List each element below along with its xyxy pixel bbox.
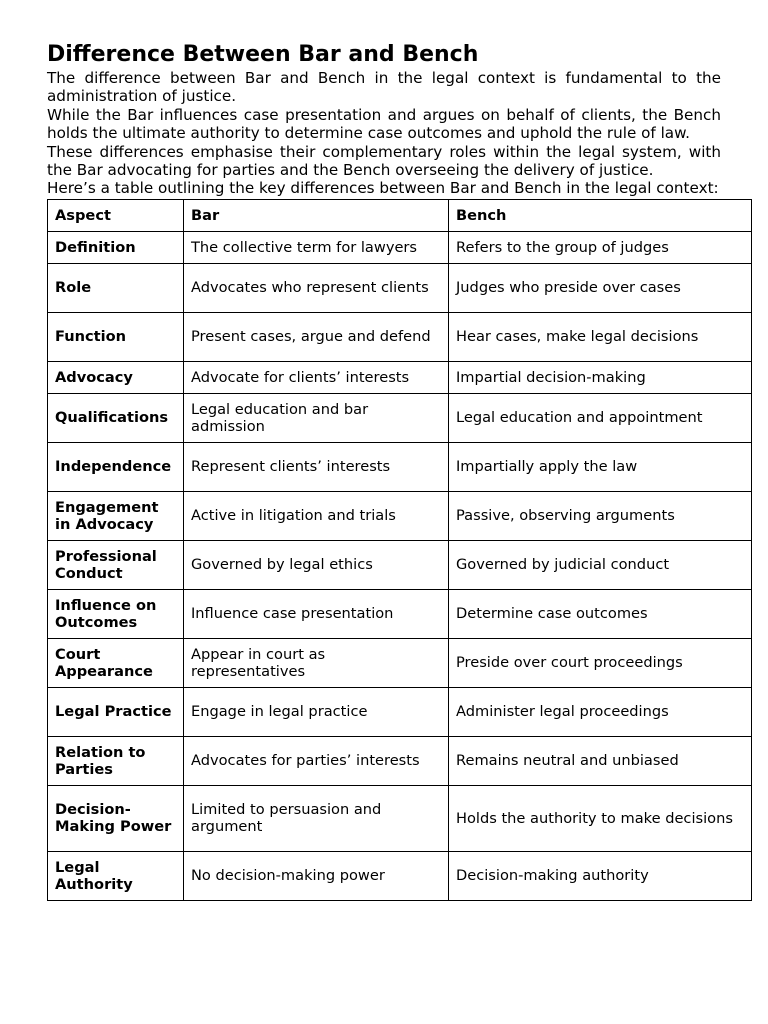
table-row bbox=[48, 442, 752, 491]
aspect-cell: Legal Authority bbox=[48, 851, 184, 900]
aspect-cell: Influence on Outcomes bbox=[48, 589, 184, 638]
bar-cell: Active in litigation and trials bbox=[184, 491, 449, 540]
table-row bbox=[48, 785, 752, 851]
bench-cell: Judges who preside over cases bbox=[449, 263, 752, 312]
header-bench: Bench bbox=[449, 199, 752, 231]
table-row bbox=[48, 312, 752, 361]
header-bar: Bar bbox=[184, 199, 449, 231]
table-row bbox=[48, 589, 752, 638]
aspect-cell: Advocacy bbox=[48, 361, 184, 393]
differences-table bbox=[47, 199, 752, 901]
bench-cell: Refers to the group of judges bbox=[449, 231, 752, 263]
table-row bbox=[48, 361, 752, 393]
aspect-cell: Role bbox=[48, 263, 184, 312]
bench-cell: Holds the authority to make decisions bbox=[449, 785, 752, 851]
bench-cell: Passive, observing arguments bbox=[449, 491, 752, 540]
table-row bbox=[48, 638, 752, 687]
document-title: Difference Between Bar and Bench bbox=[47, 42, 479, 67]
aspect-cell: Function bbox=[48, 312, 184, 361]
bench-cell: Impartially apply the law bbox=[449, 442, 752, 491]
bench-cell: Governed by judicial conduct bbox=[449, 540, 752, 589]
header-aspect: Aspect bbox=[48, 199, 184, 231]
aspect-cell: Professional Conduct bbox=[48, 540, 184, 589]
intro-paragraph: The difference between Bar and Bench in the legal context is fundamental to the administration of justice. bbox=[47, 69, 721, 106]
aspect-cell: Decision-Making Power bbox=[48, 785, 184, 851]
table-row bbox=[48, 393, 752, 442]
aspect-cell: Legal Practice bbox=[48, 687, 184, 736]
aspect-cell: Court Appearance bbox=[48, 638, 184, 687]
bar-cell: Present cases, argue and defend bbox=[184, 312, 449, 361]
table-row bbox=[48, 736, 752, 785]
aspect-cell: Definition bbox=[48, 231, 184, 263]
bar-cell: Advocate for clients’ interests bbox=[184, 361, 449, 393]
table-row bbox=[48, 851, 752, 900]
bench-cell: Hear cases, make legal decisions bbox=[449, 312, 752, 361]
bar-cell: Appear in court as representatives bbox=[184, 638, 449, 687]
bar-cell: Advocates who represent clients bbox=[184, 263, 449, 312]
bench-cell: Administer legal proceedings bbox=[449, 687, 752, 736]
bench-cell: Determine case outcomes bbox=[449, 589, 752, 638]
bench-cell: Legal education and appointment bbox=[449, 393, 752, 442]
roles-paragraph: These differences emphasise their complementary roles within the legal system, with the Bar advocating for parties and the Bench overseeing the delivery of justice. bbox=[47, 142, 721, 180]
table-row bbox=[48, 491, 752, 540]
table-row bbox=[48, 540, 752, 589]
bar-cell: The collective term for lawyers bbox=[184, 231, 449, 263]
table-row bbox=[48, 263, 752, 312]
aspect-cell: Qualifications bbox=[48, 393, 184, 442]
aspect-cell: Engagement in Advocacy bbox=[48, 491, 184, 540]
bar-cell: Governed by legal ethics bbox=[184, 540, 449, 589]
bar-cell: Legal education and bar admission bbox=[184, 393, 449, 442]
table-row bbox=[48, 687, 752, 736]
bench-cell: Impartial decision-making bbox=[449, 361, 752, 393]
bench-cell: Remains neutral and unbiased bbox=[449, 736, 752, 785]
bench-cell: Decision-making authority bbox=[449, 851, 752, 900]
table-intro-paragraph: Here’s a table outlining the key differences between Bar and Bench in the legal context: bbox=[47, 179, 719, 198]
bar-cell: No decision-making power bbox=[184, 851, 449, 900]
aspect-cell: Relation to Parties bbox=[48, 736, 184, 785]
bar-cell: Limited to persuasion and argument bbox=[184, 785, 449, 851]
bar-cell: Represent clients’ interests bbox=[184, 442, 449, 491]
bar-cell: Engage in legal practice bbox=[184, 687, 449, 736]
table-header-row bbox=[48, 199, 752, 231]
bar-cell: Advocates for parties’ interests bbox=[184, 736, 449, 785]
table-row bbox=[48, 231, 752, 263]
aspect-cell: Independence bbox=[48, 442, 184, 491]
bar-cell: Influence case presentation bbox=[184, 589, 449, 638]
influence-paragraph: While the Bar influences case presentation and argues on behalf of clients, the Bench holds the ultimate authority to determine case outcomes and uphold the rule of law. bbox=[47, 105, 721, 143]
bench-cell: Preside over court proceedings bbox=[449, 638, 752, 687]
